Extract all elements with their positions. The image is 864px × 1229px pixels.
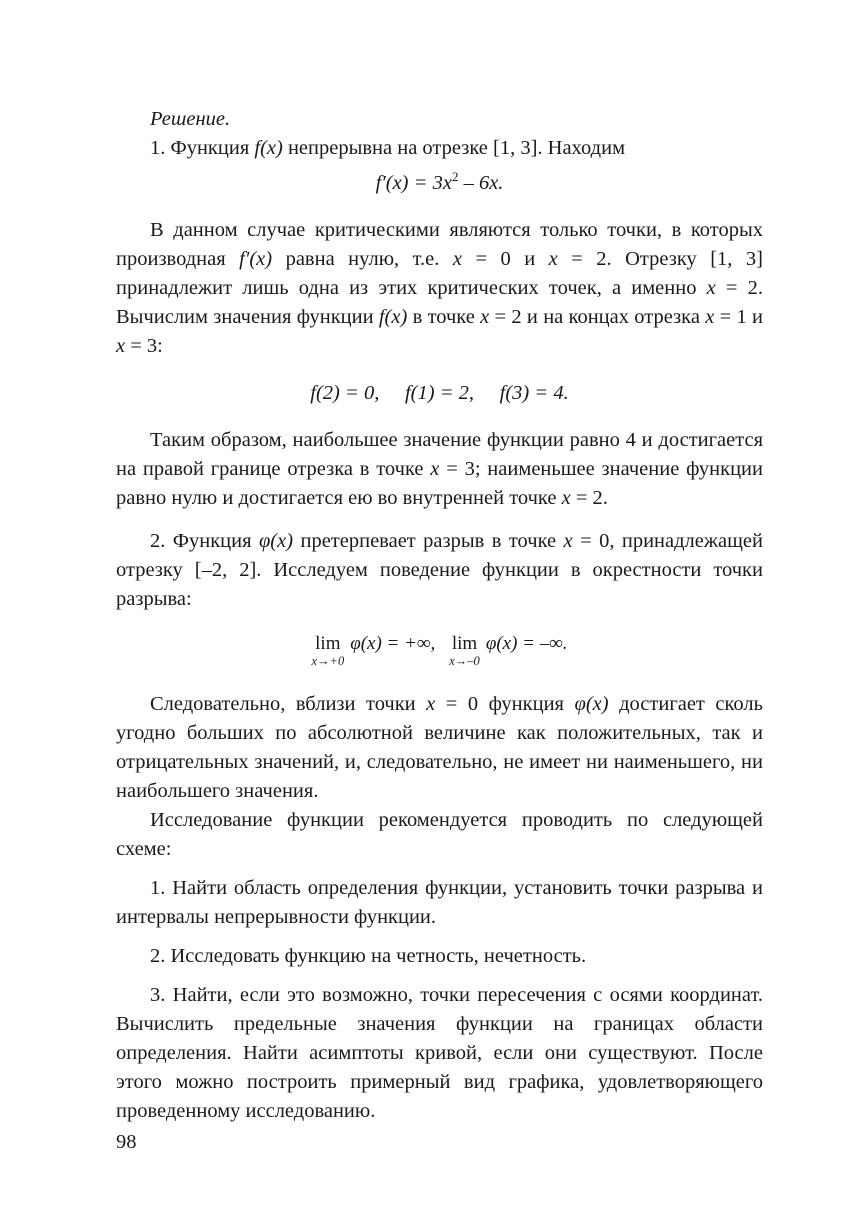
scheme-item-1: 1. Найти область определения функции, установить точки разрыва и интервалы непрерывности функции. [116,877,763,928]
derivative-equation: $f'(x) = 3x^2 - 6x$. [375,169,504,194]
result-paragraph: Таким образом, наибольшее значение функции равно 4 и достигается на правой границе отрезка в точке x = 3; наименьшее значение функции равно нулю и достигается ею во внутренней точке x = 2. [116,429,763,509]
page-number: 98 [116,1131,137,1153]
critical-points-paragraph: В данном случае критическими являются только точки, в которых производная f′(x) равна нулю, т.е. x = 0 и x = 2. Отрезку [1, 3] принадлежит лишь одна из этих критических точек, а именно x = 2. Вычислим значения функции f(x) в точке x = 2 и на концах отрезка x = 1 и x = 3: [116,219,764,357]
scheme-intro-paragraph: Исследование функции рекомендуется проводить по следующей схеме: [116,809,763,860]
scheme-item-3: 3. Найти, если это возможно, точки пересечения с осями координат. Вычислить предельные значения функции на границах области определения. Найти асимптоты кривой, если они существуют. После этого можно построить примерный вид графика, удовлетворяющего проведенному исследованию. [116,984,763,1122]
page-body [116,105,763,1126]
limits-equation: lim x→+0 φ(x) = +∞, lim x→–0 φ(x) = –∞. [311,633,568,668]
conclusion-paragraph: Следовательно, вблизи точки x = 0 функция φ(x) достигает сколь угодно больших по абсолютной величине как положительных, так и отрицательных значений, и, следовательно, не имеет ни наименьшего, ни наибольшего значения. [116,693,763,802]
solution-heading: Решение. [150,108,231,130]
item-1-paragraph: 1. Функция f(x) непрерывна на отрезке [1, 3]. Находим [150,137,626,159]
limit-right: lim x→+0 [311,633,345,668]
limit-left: lim x→–0 [449,633,480,668]
scheme-item-2: 2. Исследовать функцию на четность, нечетность. [150,945,587,967]
item-2-paragraph: 2. Функция φ(x) претерпевает разрыв в точке x = 0, принадлежащей отрезку [–2, 2]. Исследуем поведение функции в окрестности точки разрыва: [116,530,764,610]
function-values-equation: f(2) = 0, f(1) = 2, f(3) = 4. [310,382,569,404]
